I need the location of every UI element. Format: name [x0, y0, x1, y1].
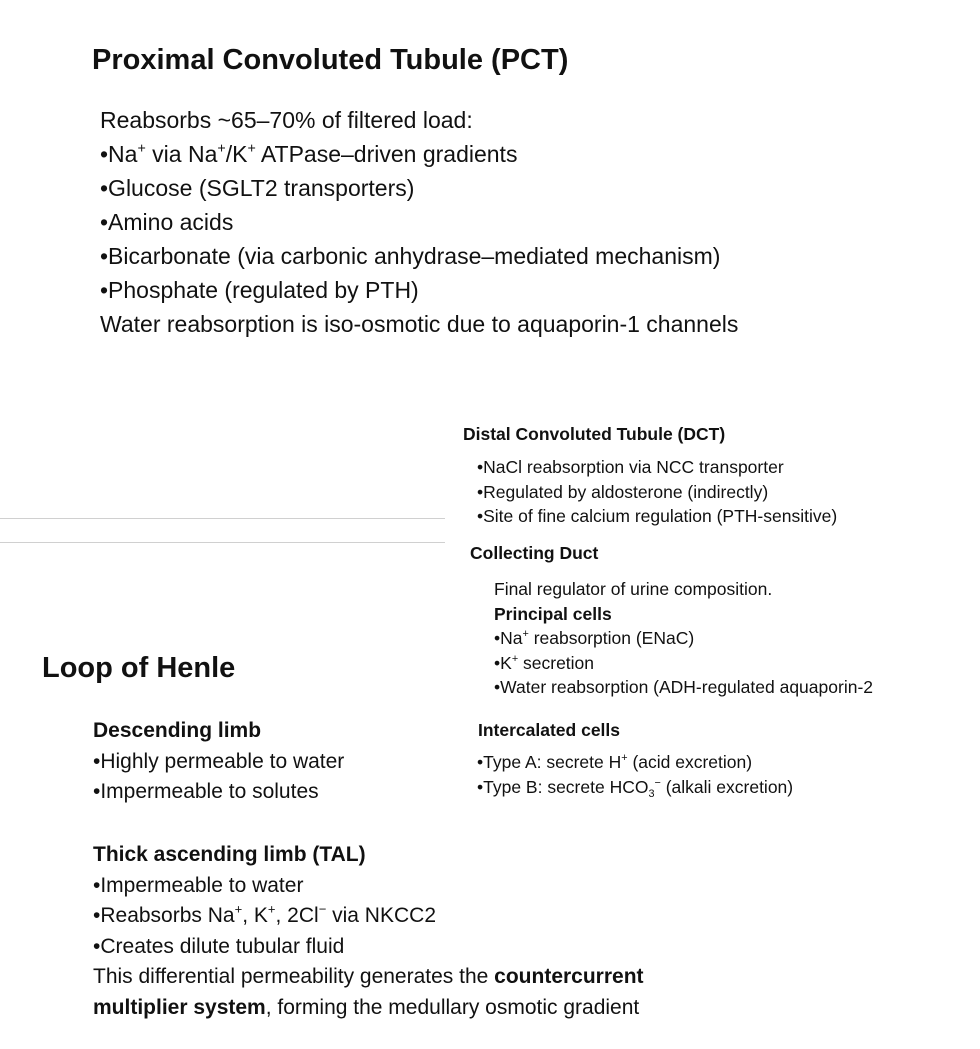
- dct-list: [477, 455, 837, 529]
- pct-intro: Reabsorbs ~65–70% of filtered load:: [100, 107, 473, 133]
- pct-bicarb: •Bicarbonate (via carbonic anhydrase–mediated mechanism): [100, 243, 721, 269]
- pct-water: Water reabsorption is iso-osmotic due to aquaporin-1 channels: [100, 311, 739, 337]
- divider-line: [0, 542, 445, 543]
- cd-type-b: •Type B: secrete $HCO_3^-$ (alkali excretion): [477, 776, 794, 800]
- loop-tal: [93, 840, 644, 1023]
- loop-summary: This differential permeability generates the countercurrent: [93, 965, 644, 988]
- dct-title: Distal Convoluted Tubule (DCT): [463, 424, 726, 444]
- loop-tal-title: Thick ascending limb (TAL): [93, 843, 366, 866]
- cd-intercalated-title: Intercalated cells: [478, 720, 621, 740]
- pct-phosphate: •Phosphate (regulated by PTH): [100, 277, 419, 303]
- dct-item: •NaCl reabsorption via NCC transporter: [477, 457, 784, 477]
- cd-principal-title: Principal cells: [494, 603, 612, 624]
- cd-intercalated-list: [477, 750, 793, 799]
- dct-item: •Regulated by aldosterone (indirectly): [477, 481, 769, 502]
- loop-descending-title: Descending limb: [93, 719, 262, 742]
- loop-title: Loop of Henle: [42, 652, 236, 684]
- loop-descending: [93, 716, 344, 808]
- pct-list: [100, 103, 738, 341]
- loop-tal-item: •Impermeable to water: [93, 873, 304, 897]
- cd-na: •Na+ reabsorption (ENaC): [494, 627, 695, 648]
- loop-desc-item: •Impermeable to solutes: [93, 780, 319, 803]
- loop-summary-cont: multiplier system, forming the medullary osmotic gradient: [93, 995, 640, 1019]
- pct-glucose: •Glucose (SGLT2 transporters): [100, 175, 415, 201]
- pct-amino: •Amino acids: [100, 209, 234, 235]
- cd-type-a: •Type A: secrete H+ (acid excretion): [477, 751, 753, 772]
- loop-tal-reabs: •Reabsorbs Na+, K+, 2Cl− via NKCC2: [93, 901, 436, 927]
- cd-water: •Water reabsorption (ADH-regulated aquaporin-2: [494, 677, 874, 697]
- cd-principal-list: [494, 577, 873, 700]
- cd-intro: Final regulator of urine composition.: [494, 579, 773, 599]
- pct-title: Proximal Convoluted Tubule (PCT): [92, 44, 569, 76]
- loop-desc-item: •Highly permeable to water: [93, 749, 345, 773]
- pct-na-bullet: •Na+ via Na+/K+ ATPase–driven gradients: [100, 140, 518, 167]
- divider-line: [0, 518, 445, 519]
- loop-tal-item: •Creates dilute tubular fluid: [93, 934, 345, 958]
- dct-item: •Site of fine calcium regulation (PTH-sensitive): [477, 506, 838, 526]
- cd-k: •K+ secretion: [494, 652, 595, 673]
- cd-title: Collecting Duct: [470, 543, 599, 563]
